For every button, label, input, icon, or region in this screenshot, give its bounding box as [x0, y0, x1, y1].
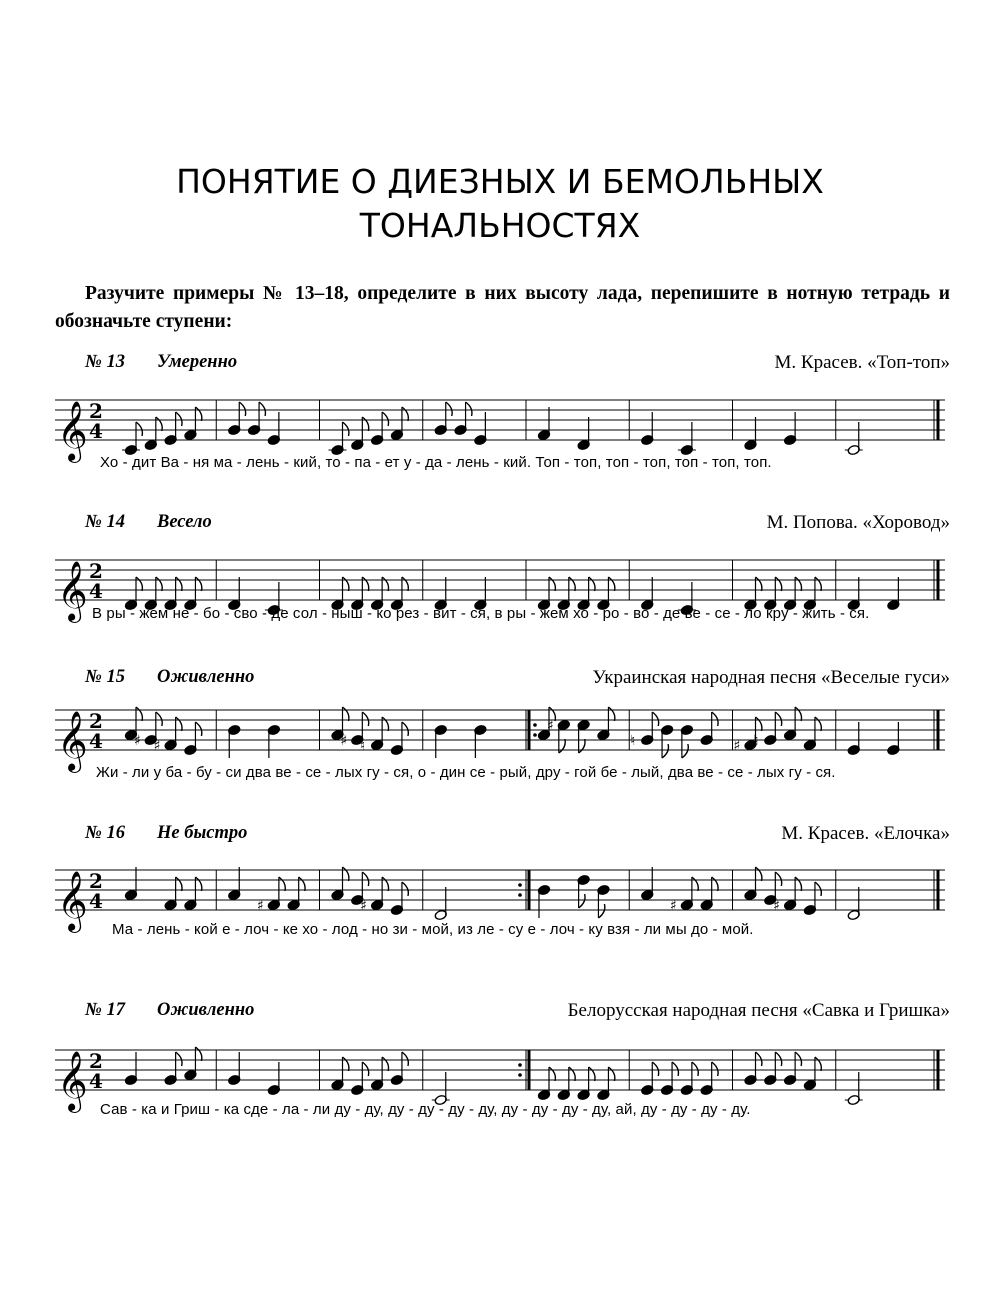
note: [577, 1067, 595, 1101]
note-flag: [176, 577, 182, 591]
natural-icon: ♮: [630, 733, 636, 749]
example-attribution: М. Красев. «Топ-топ»: [774, 352, 950, 373]
note: [597, 1067, 615, 1101]
natural-icon: ♮: [753, 733, 759, 749]
note: [660, 724, 673, 758]
example-attribution: М. Красев. «Елочка»: [781, 823, 950, 844]
repeat-dot: [518, 1073, 522, 1077]
time-signature-top: 2: [89, 869, 103, 893]
note-flag: [343, 867, 349, 881]
time-signature-bottom: 4: [89, 729, 103, 753]
note-flag: [402, 722, 408, 736]
note: [474, 724, 487, 758]
note-flag: [652, 712, 658, 726]
note: [803, 717, 821, 751]
note-flag: [815, 1057, 821, 1071]
note-flag: [682, 744, 688, 758]
note-flag: [362, 1062, 368, 1076]
note-flag: [136, 577, 142, 591]
note-flag: [195, 877, 201, 891]
note-flag: [775, 577, 781, 591]
repeat-dot: [518, 1063, 522, 1067]
note-flag: [598, 904, 604, 918]
note-flag: [195, 407, 201, 421]
note-flag: [156, 577, 162, 591]
note: [184, 407, 202, 441]
note-flag: [176, 877, 182, 891]
example-number: № 17: [85, 1000, 126, 1020]
note-flag: [402, 1052, 408, 1066]
note-flag: [195, 577, 201, 591]
note: [267, 412, 280, 446]
title-line-2: ТОНАЛЬНОСТЯХ: [359, 206, 641, 245]
note: [164, 1052, 182, 1086]
note: [267, 724, 280, 758]
note-flag: [712, 877, 718, 891]
note: [887, 577, 900, 611]
note-flag: [549, 1067, 555, 1081]
treble-clef-icon: 𝄞: [57, 1051, 88, 1111]
example-number: № 16: [85, 823, 126, 843]
time-signature-bottom: 4: [89, 1069, 103, 1093]
note: [845, 1072, 863, 1106]
sharp-icon: ♯: [669, 898, 677, 914]
note-flag: [756, 717, 762, 731]
example-number: № 15: [85, 667, 126, 687]
note: [783, 412, 796, 446]
time-signature-top: 2: [89, 399, 103, 423]
note: [700, 1062, 718, 1096]
example-tempo: Умеренно: [157, 352, 238, 372]
note: [597, 884, 610, 918]
note-flag: [382, 717, 388, 731]
note-flag: [692, 1062, 698, 1076]
lyrics-line: Хо - дит Ва - ня ма - лень - кий, то - па - ет у - да - лень - кий. Топ - топ, топ - топ, топ - топ, топ.: [100, 454, 772, 471]
note-flag: [775, 1052, 781, 1066]
note-flag: [176, 717, 182, 731]
note: [154, 717, 182, 754]
note-flag: [195, 722, 201, 736]
note-flag: [446, 402, 452, 416]
example-tempo: Оживленно: [157, 1000, 255, 1020]
note-flag: [579, 739, 585, 753]
note: [783, 707, 801, 741]
note-flag: [569, 1067, 575, 1081]
note: [744, 417, 757, 451]
note: [370, 412, 388, 446]
sharp-icon: ♯: [360, 898, 367, 914]
lyrics-line: В ры - жем не - бо - сво - де сол - ныш - ко рез - вит - ся, в ры - жем хо - ро - во - де ве - се - ло кру - жить - ся.: [92, 605, 870, 622]
note: [670, 877, 698, 914]
sharp-icon: ♯: [733, 738, 741, 754]
note: [124, 1052, 137, 1086]
sharp-icon: ♯: [153, 738, 161, 754]
note: [847, 887, 860, 921]
note-flag: [608, 1067, 614, 1081]
note: [454, 402, 472, 436]
note-flag: [402, 407, 408, 421]
repeat-dot: [518, 883, 522, 887]
example-tempo: Не быстро: [157, 823, 248, 843]
note-flag: [589, 577, 595, 591]
note: [164, 877, 182, 911]
note: [887, 722, 900, 756]
lyrics-line: Ма - лень - кой е - лоч - ке хо - лод - но зи - мой, из ле - су е - лоч - ку взя - ли мы до - мой.: [112, 921, 754, 938]
example-tempo: Весело: [157, 512, 212, 532]
note-flag: [402, 882, 408, 896]
note: [390, 722, 408, 756]
example-attribution: М. Попова. «Хоровод»: [766, 512, 950, 533]
note-flag: [156, 417, 162, 431]
note-flag: [795, 877, 801, 891]
example-number: № 14: [85, 512, 126, 532]
note-flag: [362, 417, 368, 431]
note-flag: [775, 872, 781, 886]
note-flag: [795, 1052, 801, 1066]
note-flag: [756, 867, 762, 881]
note-flag: [692, 877, 698, 891]
note-flag: [756, 577, 762, 591]
note: [360, 717, 388, 754]
note: [184, 722, 202, 756]
note: [390, 1052, 408, 1086]
note: [641, 412, 654, 446]
note-flag: [402, 577, 408, 591]
note: [680, 724, 693, 758]
sharp-icon: ♯: [133, 733, 141, 749]
treble-clef-icon: 𝄞: [57, 711, 88, 771]
lyrics-line: Сав - ка и Гриш - ка сде - ла - ли ду - ду, ду - ду - ду - ду, ду - ду - ду - ду, ай, ду - ду - ду - ду.: [100, 1101, 751, 1118]
note: [680, 1062, 698, 1096]
example-attribution: Украинская народная песня «Веселые гуси»: [592, 667, 950, 688]
note: [577, 417, 590, 451]
note: [700, 712, 718, 746]
note: [773, 877, 801, 914]
note-flag: [608, 577, 614, 591]
note: [537, 1067, 555, 1101]
time-signature-bottom: 4: [89, 889, 103, 913]
note-flag: [343, 577, 349, 591]
sharp-icon: ♯: [773, 898, 780, 914]
title-line-1: ПОНЯТИЕ О ДИЕЗНЫХ И БЕМОЛЬНЫХ: [176, 162, 824, 201]
example-tempo: Оживленно: [157, 667, 255, 687]
repeat-dot: [533, 723, 537, 727]
note: [267, 1062, 280, 1096]
example-attribution: Белорусская народная песня «Савка и Гришка»: [567, 1000, 950, 1021]
note: [744, 867, 762, 901]
note: [144, 417, 162, 451]
note: [228, 1052, 241, 1086]
note: [474, 412, 487, 446]
note: [184, 877, 202, 911]
note: [547, 718, 571, 753]
note-flag: [239, 402, 245, 416]
note-flag: [343, 707, 349, 721]
note-flag: [343, 1057, 349, 1071]
music-staff: [0, 700, 1000, 771]
time-signature-top: 2: [89, 709, 103, 733]
treble-clef-icon: 𝄞: [57, 561, 88, 621]
note-flag: [156, 712, 162, 726]
note: [351, 1062, 369, 1096]
note: [122, 422, 142, 456]
note: [783, 1052, 801, 1086]
note-flag: [382, 412, 388, 426]
note-flag: [176, 412, 182, 426]
note-flag: [795, 707, 801, 721]
note: [360, 877, 388, 914]
treble-clef-icon: 𝄞: [57, 401, 88, 461]
note-flag: [795, 577, 801, 591]
note-flag: [712, 712, 718, 726]
note: [597, 707, 615, 741]
time-signature-bottom: 4: [89, 419, 103, 443]
note: [537, 407, 550, 441]
note: [390, 407, 408, 441]
note-flag: [259, 402, 265, 416]
note: [287, 877, 305, 911]
note-flag: [652, 1062, 658, 1076]
note-flag: [362, 872, 368, 886]
note: [184, 1047, 202, 1081]
note-flag: [362, 577, 368, 591]
note-flag: [343, 422, 349, 436]
note: [124, 867, 137, 901]
note: [228, 724, 241, 758]
note: [845, 422, 863, 456]
lyrics-line: Жи - ли у ба - бу - си два ве - се - лых гу - ся, о - дин се - рый, дру - гой бе - лый, два ве - се - лых гу - ся.: [96, 764, 836, 781]
note-flag: [362, 712, 368, 726]
note-flag: [466, 402, 472, 416]
sharp-icon: ♯: [256, 898, 264, 914]
instructions-paragraph: Разучите примеры № 13–18, определите в них высоту лада, перепишите в нотную тетрадь и обозначьте ступени:: [55, 283, 950, 332]
note-flag: [559, 739, 565, 753]
note-flag: [382, 877, 388, 891]
music-staff: [0, 390, 1000, 461]
note: [329, 422, 349, 456]
time-signature-bottom: 4: [89, 579, 103, 603]
note: [390, 882, 408, 916]
note-flag: [549, 577, 555, 591]
note-flag: [195, 1047, 201, 1061]
note: [660, 1062, 678, 1096]
note-flag: [815, 882, 821, 896]
note-flag: [299, 877, 305, 891]
note: [257, 877, 285, 914]
note: [370, 1057, 388, 1091]
note-flag: [136, 707, 142, 721]
note-flag: [712, 1062, 718, 1076]
note-flag: [775, 712, 781, 726]
note: [577, 719, 590, 753]
repeat-dot: [533, 733, 537, 737]
treble-clef-icon: 𝄞: [57, 871, 88, 931]
note-flag: [672, 1062, 678, 1076]
note: [434, 724, 447, 758]
note: [847, 722, 860, 756]
note: [331, 1057, 349, 1091]
note-flag: [608, 707, 614, 721]
note: [577, 874, 590, 908]
natural-icon: ♮: [360, 738, 366, 754]
note: [641, 1062, 659, 1096]
note-flag: [662, 744, 668, 758]
note-flag: [815, 577, 821, 591]
note-flag: [569, 577, 575, 591]
sharp-icon: ♯: [546, 718, 554, 734]
note-flag: [579, 894, 585, 908]
note: [351, 417, 369, 451]
page-title: [0, 160, 1000, 248]
note: [537, 884, 550, 918]
note: [764, 1052, 782, 1086]
note: [331, 867, 349, 901]
note-flag: [136, 422, 142, 436]
note-flag: [382, 1057, 388, 1071]
note: [803, 1057, 821, 1091]
note: [744, 1052, 762, 1086]
note: [228, 867, 241, 901]
note: [557, 1067, 575, 1101]
note: [434, 887, 447, 921]
note-flag: [756, 1052, 762, 1066]
repeat-dot: [518, 893, 522, 897]
note-flag: [279, 877, 285, 891]
note: [700, 877, 718, 911]
note-flag: [589, 1067, 595, 1081]
note: [678, 422, 696, 456]
note: [641, 867, 654, 901]
note-flag: [176, 1052, 182, 1066]
note-flag: [382, 577, 388, 591]
time-signature-top: 2: [89, 1049, 103, 1073]
note-flag: [815, 717, 821, 731]
time-signature-top: 2: [89, 559, 103, 583]
note: [803, 882, 821, 916]
note: [228, 402, 246, 436]
sharp-icon: ♯: [340, 733, 348, 749]
example-number: № 13: [85, 352, 126, 372]
note: [164, 412, 182, 446]
note: [247, 402, 265, 436]
note: [434, 402, 452, 436]
